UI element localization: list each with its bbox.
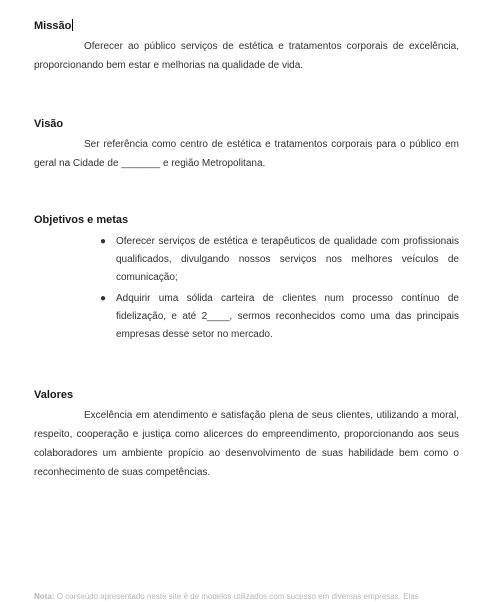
visao-section bbox=[34, 117, 459, 173]
objetivos-item[interactable] bbox=[34, 290, 459, 344]
footer-note-label: Nota: bbox=[34, 592, 55, 601]
missao-heading[interactable] bbox=[34, 19, 459, 33]
visao-heading[interactable]: Visão bbox=[34, 118, 64, 130]
missao-heading-text: Missão bbox=[34, 20, 72, 32]
footer-note-text: O conteúdo apresentado neste site é de modelos utilizados com sucesso em diversas empresas. Elas bbox=[56, 592, 419, 601]
footer-note bbox=[34, 592, 419, 602]
valores-heading[interactable]: Valores bbox=[34, 389, 74, 401]
objetivos-item-text: Oferecer serviços de estética e terapêuticos de qualidade com profissionais qualificados, divulgando nossos serviços nos melhores veículos de comunicação; bbox=[116, 236, 459, 283]
missao-section bbox=[34, 19, 459, 75]
objetivos-item[interactable] bbox=[34, 233, 459, 287]
missao-paragraph[interactable]: Oferecer ao público serviços de estética e tratamentos corporais de excelência, proporcionando bem estar e melhorias na qualidade de vida. bbox=[34, 41, 459, 71]
objetivos-list bbox=[34, 233, 459, 344]
visao-paragraph[interactable]: Ser referência como centro de estética e tratamentos corporais para o público em geral na Cidade de _______ e região Metropolitana. bbox=[34, 139, 459, 169]
bullet-icon: ● bbox=[100, 236, 107, 247]
valores-paragraph[interactable]: Excelência em atendimento e satisfação plena de seus clientes, utilizando a moral, respeito, cooperação e justiça como alicerces do empreendimento, proporcionando aos seus colaboradores um ambiente propício ao desenvolvimento de suas habilidade bem como o reconhecimento de suas competências. bbox=[34, 410, 459, 478]
objetivos-item-text: Adquirir uma sólida carteira de clientes num processo contínuo de fidelização, e até 2____, sermos reconhecidos como uma das principais empresas desse setor no mercado. bbox=[116, 293, 459, 340]
document-page bbox=[34, 0, 459, 600]
valores-section bbox=[34, 388, 459, 482]
objetivos-heading[interactable]: Objetivos e metas bbox=[34, 214, 129, 226]
bullet-icon: ● bbox=[100, 293, 107, 304]
objetivos-section bbox=[34, 213, 459, 344]
text-cursor bbox=[72, 19, 73, 31]
